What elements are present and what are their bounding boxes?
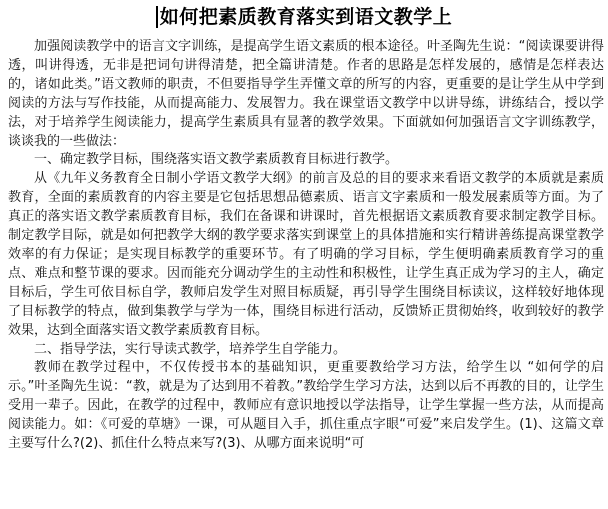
- document-body: [8, 38, 604, 454]
- text-cursor: [156, 6, 158, 28]
- paragraph-section-1: 从《九年义务教育全日制小学语文教学大纲》的前言及总的目的要求来看语文教学的本质就是素质教育，全面的素质教育的内容主要是它包括思想品德素质、语言文字素质和一般发展素质等方面。为了真正的落实语文教学素质教育目标，我们在备课和讲课时，首先根据语文素质教育要求制定教学目标。制定教学目际，就是如何把教学大纲的教学要求落实到课堂上的具体措施和实行精讲善练提高课堂教学效率的有力保证；是实现目标教学的重要环节。有了明确的学习目标，学生便明确素质教育学习的重点、难点和整节课的要求。因而能充分调动学生的主动性和积极性，让学生真正成为学习的主人，确定目标后，学生可依目标自学，教师启发学生对照目标质疑，再引导学生围绕目标读议，这样较好地体现了目标教学的特点，做到集教学与学为一体，围绕目标进行活动，反馈矫正贯彻始终，收到较好的教学效果，达到全面落实语文教学素质教育目标。: [8, 171, 604, 338]
- document-title: 如何把素质教育落实到语文教学上: [159, 6, 453, 28]
- paragraph-intro: 加强阅读教学中的语言文字训练，是提高学生语文素质的根本途径。叶圣陶先生说：“阅读课要讲得透，叫讲得透，无非是把词句讲得清楚，把全篇讲清楚。作者的思路是怎样发展的，感情是怎样表达的，诸如此类。”语文教师的职责，不但要指导学生弄懂文章的所写的内容，更重要的是让学生从中学到阅读的方法与写作技能，从而提高能力、发展智力。我在课堂语文教学中以讲导练，讲练结合，授以学法，对于培养学生阅读能力，提高学生素质具有显著的教学效果。下面就如何加强语言文字训练教学，谈谈我的一些做法：: [8, 39, 604, 149]
- paragraph-heading-2: 二、指导学法，实行导读式教学，培养学生自学能力。: [34, 341, 347, 357]
- paragraph-section-2: 教师在教学过程中，不仅传授书本的基础知识，更重要教给学习方法，给学生以 “如何学的启示。”叶圣陶先生说：“教，就是为了达到用不着教。”教给学生学习方法，达到以后不再教的目的，让学生受用一辈子。因此，在教学的过程中，教师应有意识地授以学法指导，让学生掌握一些方法，从而提高阅读能力。如：《可爱的草塘》一课，可从题目入手，抓住重点字眼“可爱”来启发学生。(1)、这篇文章主要写什么?(2)、抓住什么特点来写?(3)、从哪方面来说明“可: [8, 360, 604, 452]
- paragraph-heading-1: 一、确定教学目标，围绕落实语文教学素质教育目标进行教学。: [34, 152, 399, 168]
- title-row: [0, 4, 608, 32]
